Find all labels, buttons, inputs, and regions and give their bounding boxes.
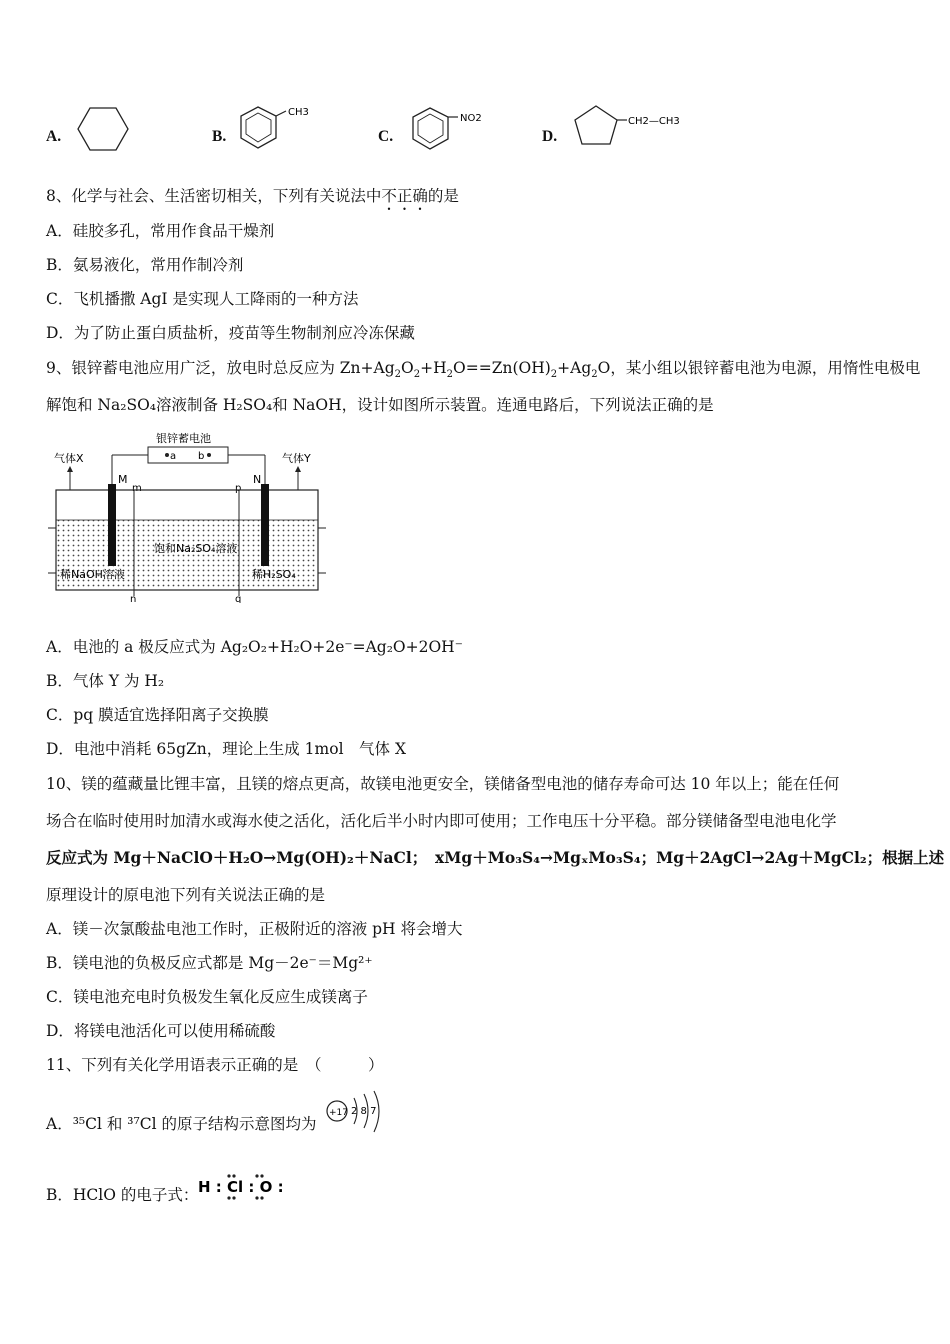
svg-text:+17: +17 (329, 1108, 348, 1118)
q8-stem-pre: 8、化学与社会、生活密切相关，下列有关说法中 (46, 187, 382, 205)
q10-stem-line3: 反应式为 Mg＋NaClO＋H₂O→Mg(OH)₂＋NaCl； xMg＋Mo₃S₄→MgₓMo₃S₄；Mg＋2AgCl→2Ag＋MgCl₂；根据上述 (46, 848, 945, 867)
svg-text:稀H₂SO₄: 稀H₂SO₄ (252, 568, 296, 581)
svg-text:M: M (118, 473, 128, 486)
q9-stem-line2: 解饱和 Na₂SO₄溶液制备 H₂SO₄和 NaOH，设计如图所示装置。连通电路后，下列说法正确的是 (46, 396, 714, 414)
q9-option-b: B．气体 Y 为 H₂ (46, 672, 165, 690)
q10-option-c: C．镁电池充电时负极发生氧化反应生成镁离子 (46, 988, 368, 1006)
electrode-m (108, 484, 116, 566)
svg-text:n: n (130, 594, 137, 603)
svg-text:p: p (235, 483, 242, 494)
ethylcyclopentane-structure (570, 102, 700, 154)
electrolysis-diagram (46, 428, 336, 603)
q11-option-a: A．³⁵Cl 和 ³⁷Cl 的原子结构示意图均为 (46, 1115, 317, 1133)
battery-label: 银锌蓄电池 (156, 432, 211, 445)
q10-stem-line1: 10、镁的蕴藏量比锂丰富，且镁的熔点更高，故镁电池更安全，镁储备型电池的储存寿命可达 10 年以上；能在任何 (46, 775, 840, 793)
q7-option-c-letter: C. (378, 128, 394, 145)
svg-text:气体X: 气体X (54, 452, 84, 465)
svg-text:m: m (132, 483, 142, 494)
svg-text:a: a (170, 451, 177, 462)
toluene-ch3-label: CH3 (288, 107, 309, 118)
svg-text:气体Y: 气体Y (282, 452, 311, 465)
q8-option-c: C．飞机播撒 AgI 是实现人工降雨的一种方法 (46, 290, 359, 308)
q10-option-a: A．镁－次氯酸盐电池工作时，正极附近的溶液 pH 将会增大 (46, 920, 463, 938)
atomic-structure-diagram (324, 1090, 388, 1134)
q11-stem: 11、下列有关化学用语表示正确的是 （ ） (46, 1056, 384, 1074)
q9-option-a: A．电池的 a 极反应式为 Ag₂O₂+H₂O+2e⁻=Ag₂O+2OH⁻ (46, 638, 463, 656)
electrode-n (261, 484, 269, 566)
svg-text:2 8 7: 2 8 7 (351, 1106, 377, 1117)
q8-stem-emphasis: 不正确 (381, 187, 428, 205)
q8-stem-post: 的是 (427, 187, 459, 205)
toluene-structure (238, 104, 328, 156)
svg-text:H : Cl : O :: H : Cl : O : (198, 1178, 284, 1196)
q7-option-b-letter: B. (212, 128, 227, 145)
nitrobenzene-no2-label: NO2 (460, 113, 482, 124)
q10-stem-line4: 原理设计的原电池下列有关说法正确的是 (46, 886, 326, 904)
q7-option-a-letter: A. (46, 128, 62, 145)
q8-option-d: D．为了防止蛋白质盐析，疫苗等生物制剂应冷冻保藏 (46, 324, 415, 342)
svg-text:稀NaOH溶液: 稀NaOH溶液 (60, 568, 125, 581)
q7-option-d-letter: D. (542, 128, 558, 145)
q10-option-b: B．镁电池的负极反应式都是 Mg－2e⁻＝Mg²⁺ (46, 954, 373, 972)
q8-stem (46, 185, 459, 214)
nitrobenzene-structure (408, 104, 503, 156)
svg-text:b: b (198, 451, 205, 462)
svg-text:q: q (235, 594, 242, 603)
q8-option-a: A．硅胶多孔，常用作食品干燥剂 (46, 222, 275, 240)
electron-formula (196, 1170, 286, 1204)
q8-option-b: B．氨易液化，常用作制冷剂 (46, 256, 244, 274)
svg-text:饱和Na₂SO₄溶液: 饱和Na₂SO₄溶液 (154, 542, 238, 555)
q11-option-b: B．HClO 的电子式： (46, 1186, 199, 1204)
q10-stem-line2: 场合在临时使用时加清水或海水使之活化，活化后半小时内即可使用；工作电压十分平稳。部分镁储备型电池电化学 (46, 812, 837, 830)
ethyl-label: CH2—CH3 (628, 116, 680, 127)
q9-stem-line1: 9、银锌蓄电池应用广泛，放电时总反应为 $Zn+Ag_2O_2+H_2O==Zn(OH)_2+Ag_2O$，某小组以银锌蓄电池为电源，用惰性电极电 (46, 359, 921, 381)
svg-text:N: N (253, 473, 262, 486)
q9-option-d: D．电池中消耗 65gZn，理论上生成 1mol 气体 X (46, 740, 406, 758)
cyclohexane-structure (76, 104, 132, 154)
battery-box (148, 447, 228, 463)
q10-option-d: D．将镁电池活化可以使用稀硫酸 (46, 1022, 276, 1040)
q9-option-c: C．pq 膜适宜选择阳离子交换膜 (46, 706, 269, 724)
